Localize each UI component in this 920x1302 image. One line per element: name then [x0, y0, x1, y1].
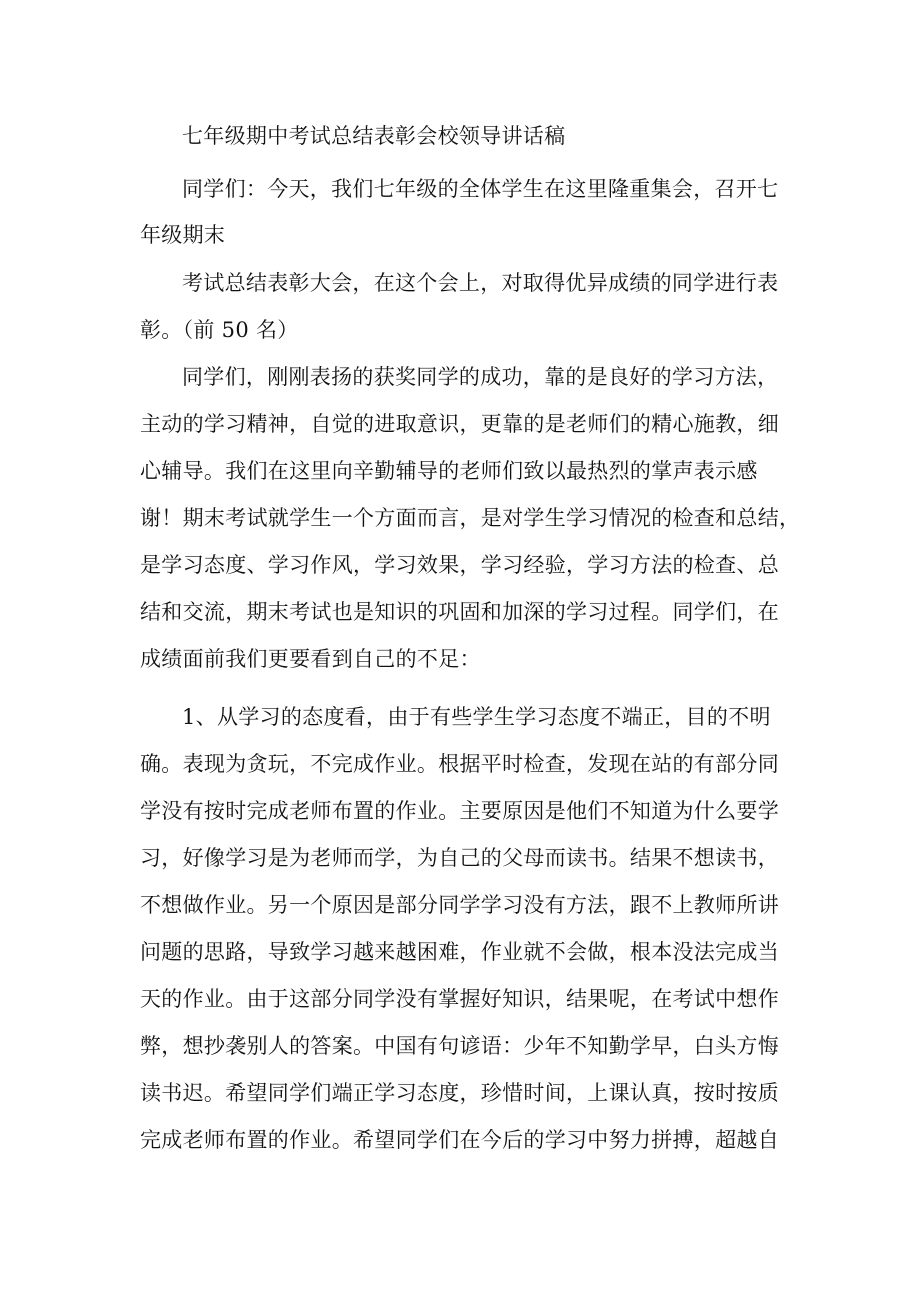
paragraph-line: 年级期末: [140, 223, 226, 247]
paragraph-line: 学没有按时完成老师布置的作业。主要原因是他们不知道为什么要学: [140, 799, 779, 823]
paragraph-line: 天的作业。由于这部分同学没有掌握好知识，结果呢，在考试中想作: [140, 987, 779, 1011]
paragraph-line: 成绩面前我们更要看到自己的不足：: [140, 647, 481, 671]
paragraph-line: 完成老师布置的作业。希望同学们在今后的学习中努力拼搏，超越自: [140, 1128, 779, 1152]
paragraph-line: 习，好像学习是为老师而学，为自己的父母而读书。结果不想读书，: [140, 846, 779, 870]
paragraph-line: 心辅导。我们在这里向辛勤辅导的老师们致以最热烈的掌声表示感: [140, 459, 758, 483]
paragraph-line: 弊，想抄袭别人的答案。中国有句谚语：少年不知勤学早，白头方悔: [140, 1034, 779, 1058]
paragraph-line: 是学习态度、学习作风，学习效果，学习经验，学习方法的检查、总: [140, 553, 779, 577]
paragraph-line: 同学们，刚刚表扬的获奖同学的成功，靠的是良好的学习方法，: [182, 365, 779, 389]
paragraph-line: 主动的学习精神，自觉的进取意识，更靠的是老师们的精心施教，细: [140, 412, 779, 436]
document-title: 七年级期中考试总结表彰会校领导讲话稿: [182, 124, 566, 148]
paragraph-line: 问题的思路，导致学习越来越困难，作业就不会做，根本没法完成当: [140, 940, 779, 964]
paragraph-line: 1、从学习的态度看，由于有些学生学习态度不端正，目的不明: [182, 705, 771, 729]
paragraph-line: 考试总结表彰大会，在这个会上，对取得优异成绩的同学进行表: [182, 271, 779, 295]
paragraph-line: 不想做作业。另一个原因是部分同学学习没有方法，跟不上教师所讲: [140, 893, 779, 917]
paragraph-line: 彰。（前 50 名）: [140, 318, 299, 342]
paragraph-line: 读书迟。希望同学们端正学习态度，珍惜时间，上课认真，按时按质: [140, 1081, 779, 1105]
paragraph-line: 同学们：今天，我们七年级的全体学生在这里隆重集会，召开七: [182, 177, 779, 201]
paragraph-line: 谢！期末考试就学生一个方面而言，是对学生学习情况的检查和总结，: [140, 506, 801, 530]
paragraph-line: 结和交流，期末考试也是知识的巩固和加深的学习过程。同学们，在: [140, 600, 779, 624]
paragraph-line: 确。表现为贪玩，不完成作业。根据平时检查，发现在站的有部分同: [140, 752, 779, 776]
